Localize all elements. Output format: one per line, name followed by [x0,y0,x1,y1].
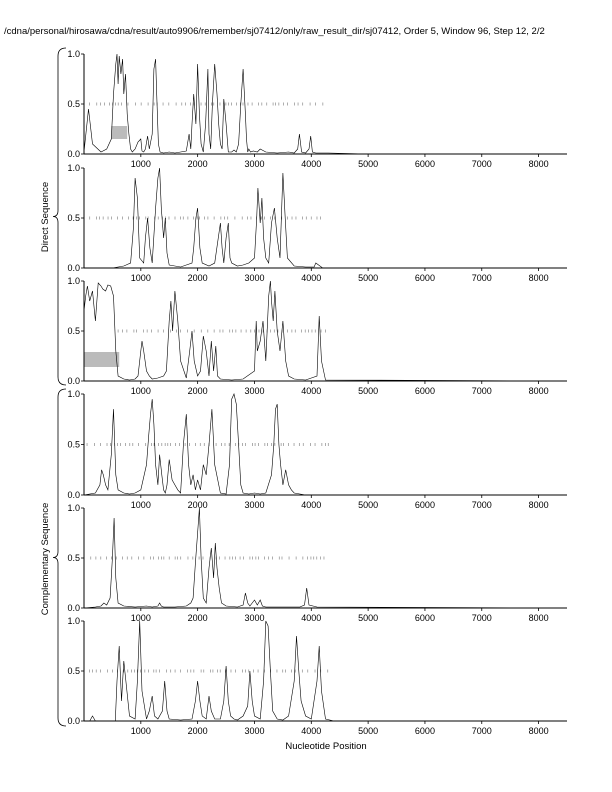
x-tick-label: 5000 [358,613,379,623]
x-tick-label: 1000 [130,386,151,396]
x-tick-label: 4000 [301,273,322,283]
x-tick-label: 3000 [244,726,265,736]
x-tick-label: 4000 [301,500,322,510]
x-tick-label: 4000 [301,613,322,623]
x-tick-label: 5000 [358,159,379,169]
x-tick-label: 5000 [358,726,379,736]
group-brace [53,389,66,726]
chart-panel-4 [67,389,567,510]
orf-tick-marks [118,330,325,333]
x-tick-label: 3000 [244,386,265,396]
y-tick-label: 0.0 [67,490,80,500]
x-tick-label: 3000 [244,273,265,283]
group-braces [53,48,66,726]
series-line [84,621,567,721]
chart-panel-5 [67,503,567,623]
x-tick-label: 8000 [528,726,549,736]
y-tick-label: 0.0 [67,149,80,159]
x-axis-label: Nucleotide Position [285,741,367,752]
series-line [84,168,567,268]
x-tick-label: 6000 [414,159,435,169]
x-tick-label: 5000 [358,273,379,283]
x-tick-label: 6000 [414,613,435,623]
x-tick-label: 8000 [528,613,549,623]
y-tick-label: 0.5 [67,213,80,223]
x-tick-label: 3000 [244,613,265,623]
x-tick-label: 8000 [528,159,549,169]
x-tick-label: 2000 [187,500,208,510]
group-label-complementary: Complementary Sequence [40,502,51,616]
x-tick-label: 1000 [130,726,151,736]
y-tick-label: 1.0 [67,389,80,399]
series-line [84,508,567,608]
group-brace [53,48,66,385]
x-tick-label: 6000 [414,386,435,396]
x-tick-label: 7000 [471,386,492,396]
series-line [84,54,567,154]
chart-panels [67,49,567,736]
x-tick-label: 2000 [187,273,208,283]
x-tick-label: 4000 [301,159,322,169]
y-tick-label: 0.0 [67,263,80,273]
x-tick-label: 6000 [414,273,435,283]
x-tick-label: 1000 [130,500,151,510]
y-tick-label: 1.0 [67,163,80,173]
y-tick-label: 0.0 [67,716,80,726]
chart-panel-3 [67,276,567,396]
y-tick-label: 1.0 [67,276,80,286]
y-tick-label: 0.5 [67,439,80,450]
x-tick-label: 2000 [187,613,208,623]
x-tick-label: 6000 [414,500,435,510]
x-tick-label: 5000 [358,500,379,510]
x-tick-label: 1000 [130,159,151,169]
x-tick-label: 8000 [528,273,549,283]
x-tick-label: 3000 [244,159,265,169]
y-tick-label: 0.5 [67,99,80,109]
x-tick-label: 1000 [130,273,151,283]
x-tick-label: 2000 [187,726,208,736]
y-tick-label: 0.0 [67,376,80,386]
y-tick-label: 0.5 [67,553,80,563]
highlight-box [111,126,127,139]
x-tick-label: 4000 [301,726,322,736]
chart-panel-6 [67,616,567,736]
x-tick-label: 1000 [130,613,151,623]
x-tick-label: 6000 [414,726,435,736]
y-tick-label: 0.5 [67,666,80,676]
orf-tick-marks [84,557,324,560]
x-tick-label: 2000 [187,386,208,396]
highlight-box [84,352,119,367]
group-label-direct: Direct Sequence [40,181,51,253]
x-tick-label: 7000 [471,500,492,510]
y-tick-label: 0.5 [67,326,80,336]
x-tick-label: 3000 [244,500,265,510]
x-tick-label: 7000 [471,273,492,283]
y-tick-label: 1.0 [67,503,80,513]
x-tick-label: 2000 [187,159,208,169]
x-tick-label: 8000 [528,500,549,510]
x-tick-label: 7000 [471,726,492,736]
x-tick-label: 5000 [358,386,379,396]
chart-panel-1 [67,49,567,169]
chart-panel-2 [67,163,567,283]
x-tick-label: 8000 [528,386,549,396]
x-tick-label: 7000 [471,613,492,623]
x-tick-label: 4000 [301,386,322,396]
y-tick-label: 0.0 [67,603,80,613]
orf-tick-marks [84,443,328,446]
x-tick-label: 7000 [471,159,492,169]
y-tick-label: 1.0 [67,49,80,59]
y-tick-label: 1.0 [67,616,80,626]
page-title: /cdna/personal/hirosawa/cdna/result/auto9906/remember/sj07412/only/raw_result_dir/sj07412, Order 5, Window 96, Step 12, 2/2 [4,26,545,37]
